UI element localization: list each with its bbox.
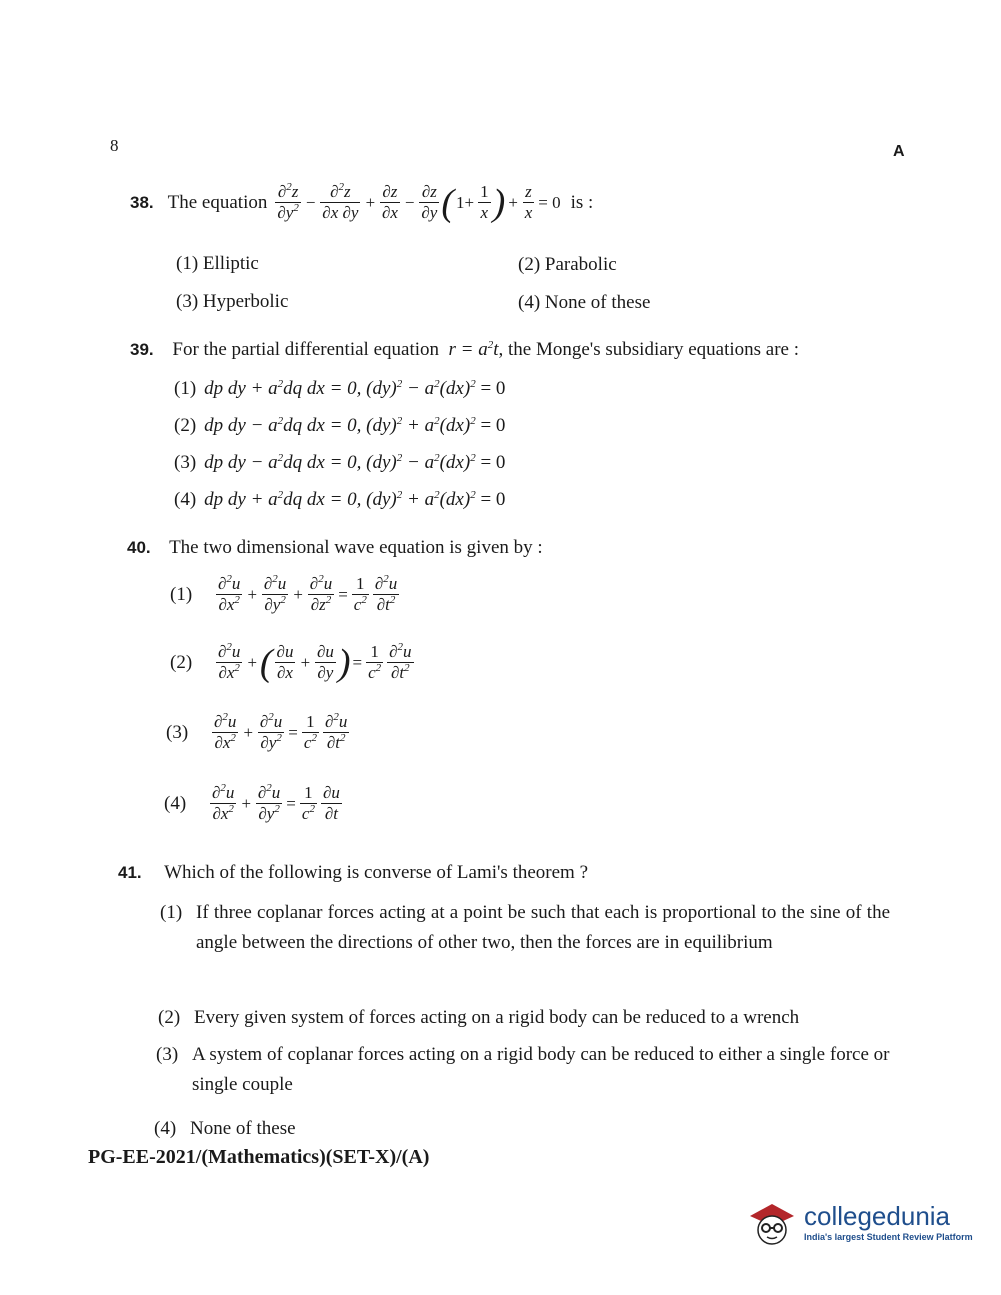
question-text: Which of the following is converse of Lami's theorem ? xyxy=(164,862,588,883)
option-part: − a xyxy=(402,378,435,399)
question-39 xyxy=(130,339,799,361)
option-part: dq dx = 0, (dy) xyxy=(283,489,397,510)
logo-tagline: India's largest Student Review Platform xyxy=(804,1232,973,1242)
logo-name: collegedunia xyxy=(804,1201,951,1231)
option-text: None of these xyxy=(190,1118,296,1139)
question-41 xyxy=(118,862,588,884)
option-3[interactable]: (3) Hyperbolic xyxy=(176,291,289,312)
option-label: (4) xyxy=(174,489,197,510)
option-part: dq dx = 0, (dy) xyxy=(283,452,397,473)
option-label: (4) xyxy=(164,792,187,814)
option-text: Every given system of forces acting on a rigid body can be reduced to a wrench xyxy=(194,1007,800,1028)
option-4[interactable]: (4) $\frac{\partial^2u}{\partial x^2}$ + $\frac{\partial^2u}{\partial y^2}$ = $\frac{1}{c^2}$ $\frac{\partial u}{\partial t}$ xyxy=(164,782,340,823)
option-part: dp dy + a xyxy=(204,489,278,510)
paper-code: PG-EE-2021/(Mathematics)(SET-X)/(A) xyxy=(88,1146,430,1168)
question-text: The two dimensional wave equation is given by : xyxy=(169,537,543,558)
option-text: A system of coplanar forces acting on a rigid body can be reduced to either a single force or single couple xyxy=(192,1044,890,1095)
option-1[interactable]: (1) dp dy + $a^2dq$ dx = 0, $(dy)^2 - a^2(dx)^2 = 0$ xyxy=(174,378,506,399)
option-part: dp dy + a xyxy=(204,378,278,399)
option-label: (2) xyxy=(170,651,193,673)
option-2[interactable]: (2) dp dy − $a^2dq$ dx = 0, $(dy)^2 + a^2(dx)^2 = 0$ xyxy=(174,415,506,436)
question-number: 41. xyxy=(118,863,142,882)
option-label: (1) xyxy=(170,583,193,605)
option-3[interactable]: (3) $\frac{\partial^2u}{\partial x^2}$ + $\frac{\partial^2u}{\partial y^2}$ = $\frac{1}{c^2}$ $\frac{\partial^2u}{\partial t^2}$ xyxy=(166,711,348,752)
option-part: dp dy − a xyxy=(204,415,278,436)
option-part: (dx) xyxy=(439,378,471,399)
option-2[interactable]: (2) $\frac{\partial^2u}{\partial x^2}$ + ( $\frac{\partial u}{\partial x}$ + $\frac{\partial u}{\partial y}$ ) = $\frac{1}{c^2}$ $\frac{\partial^2u}{\partial t^2}$ xyxy=(170,641,412,684)
option-part: + a xyxy=(402,489,435,510)
option-label: (4) xyxy=(154,1118,177,1139)
question-text-after: , the Monge's subsidiary equations are : xyxy=(498,339,800,360)
question-tail: is : xyxy=(570,191,594,213)
option-text: If three coplanar forces acting at a point be such that each is proportional to the sine of the angle between the directions of other two, then the forces are in equilibrium xyxy=(196,902,890,953)
option-3[interactable] xyxy=(156,1040,890,1100)
option-3[interactable]: (3) dp dy − $a^2dq$ dx = 0, $(dy)^2 - a^2(dx)^2 = 0$ xyxy=(174,452,506,473)
option-label: (3) xyxy=(174,452,197,473)
option-label: (3) xyxy=(156,1044,179,1065)
option-label: (2) xyxy=(174,415,197,436)
option-part: − a xyxy=(402,452,435,473)
question-number: 40. xyxy=(127,538,151,557)
question-40 xyxy=(127,537,543,559)
option-4[interactable]: (4) None of these xyxy=(518,292,651,313)
pde-equation: $\frac{\partial^2z}{\partial y^2}$ − $\frac{\partial^2z}{\partial x \partial y}$ + $\frac{\partial z}{\partial x}$ − $\frac{\partial z}{\partial y}$ ( 1+ $\frac{1}{x}$ ) + $\frac{z}{x}$ = 0 xyxy=(277,181,561,224)
question-number: 38. xyxy=(130,192,154,212)
page-number: 8 xyxy=(110,136,119,155)
option-4[interactable] xyxy=(154,1114,554,1144)
question-lead: The equation xyxy=(167,191,268,213)
option-1[interactable]: (1) $\frac{\partial^2u}{\partial x^2}$ + $\frac{\partial^2u}{\partial y^2}$ + $\frac{\partial^2u}{\partial z^2}$ = $\frac{1}{c^2}$ $\frac{\partial^2u}{\partial t^2}$ xyxy=(170,573,398,614)
option-1[interactable] xyxy=(160,898,890,958)
option-part: + a xyxy=(402,415,435,436)
option-part: dq dx = 0, (dy) xyxy=(283,378,397,399)
option-part: (dx) xyxy=(439,489,471,510)
option-1[interactable]: (1) Elliptic xyxy=(176,253,259,274)
option-label: (1) xyxy=(160,902,183,923)
option-part: dp dy − a xyxy=(204,452,278,473)
collegedunia-logo[interactable] xyxy=(744,1194,973,1250)
option-part: (dx) xyxy=(439,452,471,473)
option-4[interactable]: (4) dp dy + $a^2dq$ dx = 0, $(dy)^2 + a^2(dx)^2 = 0$ xyxy=(174,489,506,510)
mascot-icon xyxy=(744,1194,800,1250)
option-2[interactable] xyxy=(158,1003,888,1033)
pde-r-equals: $r = a^2t$ xyxy=(443,339,499,360)
option-label: (2) xyxy=(158,1007,181,1028)
question-number: 39. xyxy=(130,340,154,359)
option-label: (3) xyxy=(166,721,189,743)
question-text-before: For the partial differential equation xyxy=(172,339,440,360)
option-part: dq dx = 0, (dy) xyxy=(283,415,397,436)
option-2[interactable]: (2) Parabolic xyxy=(518,254,617,275)
set-label: A xyxy=(893,143,905,160)
option-part: (dx) xyxy=(439,415,471,436)
option-label: (1) xyxy=(174,378,197,399)
question-38 xyxy=(130,182,593,223)
